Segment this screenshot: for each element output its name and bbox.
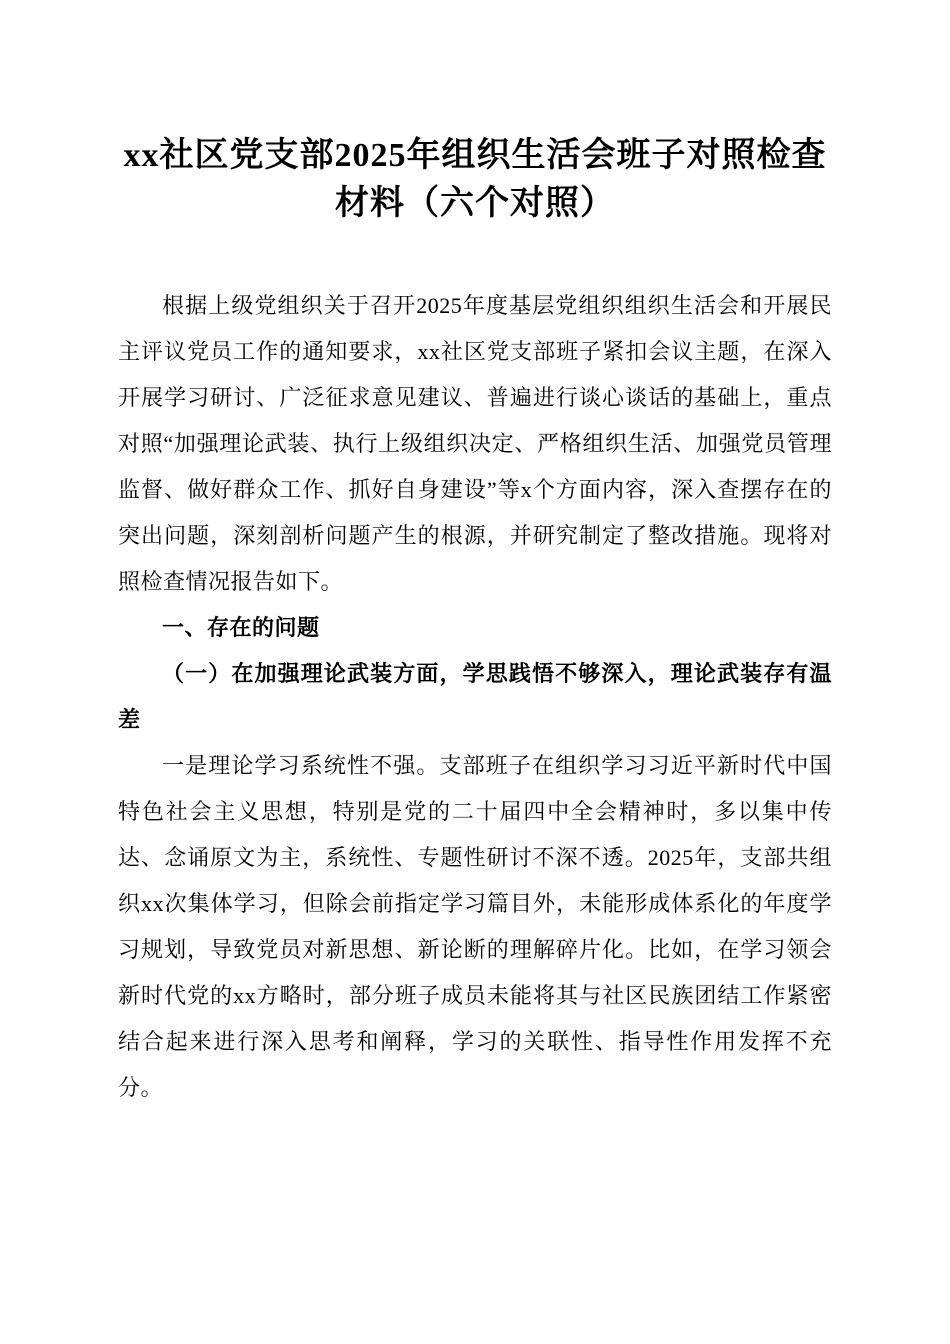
- intro-paragraph: 根据上级党组织关于召开2025年度基层党组织组织生活会和开展民主评议党员工作的通知要求，xx社区党支部班子紧扣会议主题，在深入开展学习研讨、广泛征求意见建议、普遍进行谈心谈话的基础上，重点对照“加强理论武装、执行上级组织决定、严格组织生活、加强党员管理监督、做好群众工作、抓好自身建设”等x个方面内容，深入查摆存在的突出问题，深刻剖析问题产生的根源，并研究制定了整改措施。现将对照检查情况报告如下。: [118, 292, 832, 594]
- document-title: xx社区党支部2025年组织生活会班子对照检查材料（六个对照）: [123, 137, 827, 223]
- section1-paragraph-1: 一是理论学习系统性不强。支部班子在组织学习习近平新时代中国特色社会主义思想，特别是党的二十届四中全会精神时，多以集中传达、念诵原文为主，系统性、专题性研讨不深不透。2025年，支部共组织xx次集体学习，但除会前指定学习篇目外，未能形成体系化的年度学习规划，导致党员对新思想、新论断的理解碎片化。比如，在学习领会新时代党的xx方略时，部分班子成员未能将其与社区民族团结工作紧密结合起来进行深入思考和阐释，学习的关联性、指导性作用发挥不充分。: [118, 752, 832, 1100]
- section1-subheading-1: （一）在加强理论武装方面，学思践悟不够深入，理论武装存有温差: [118, 660, 832, 732]
- section1-heading: 一、存在的问题: [162, 614, 320, 640]
